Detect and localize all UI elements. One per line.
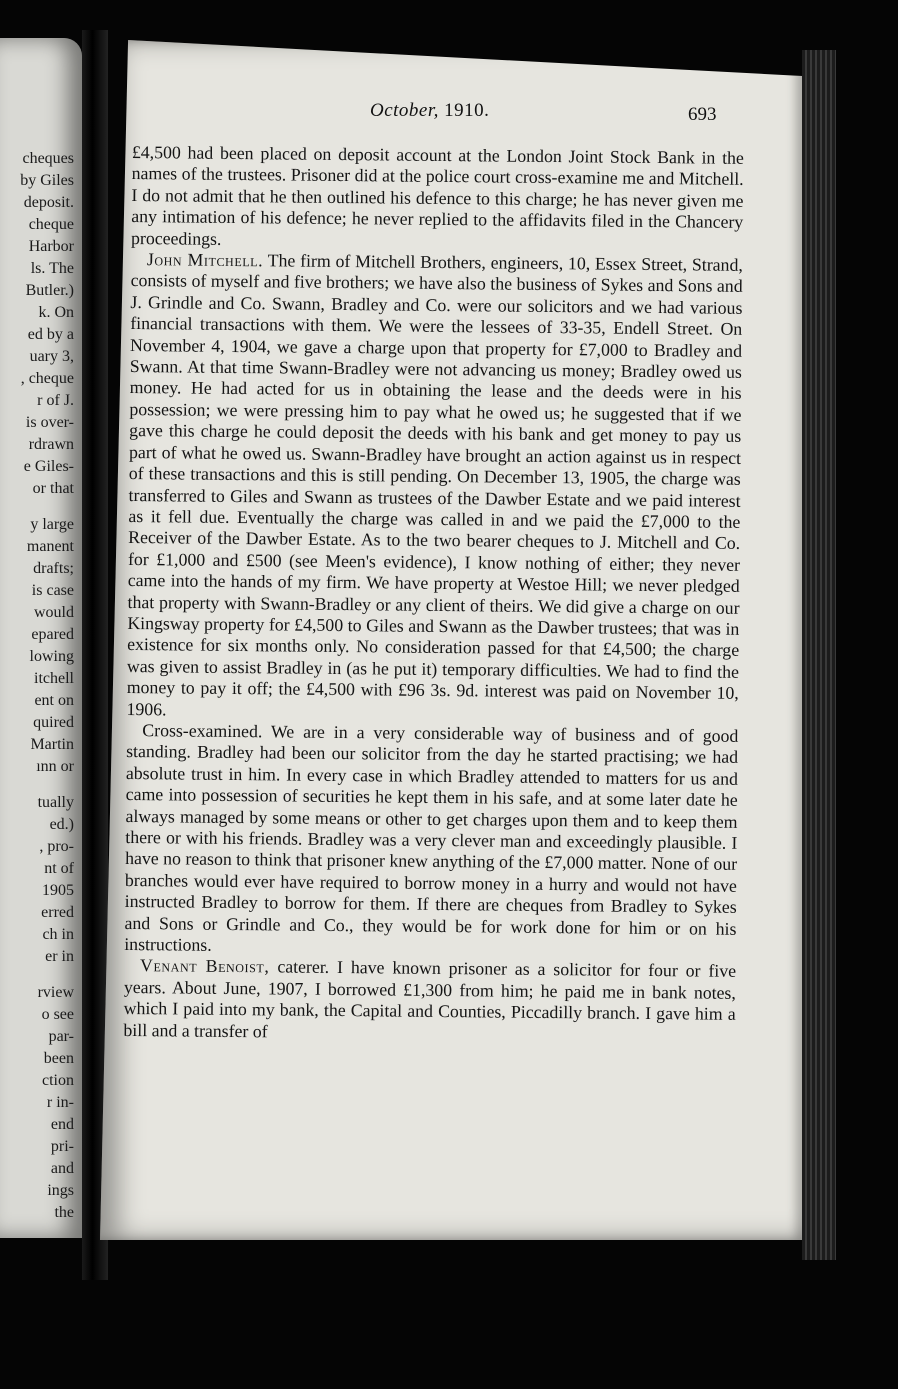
facing-page-line: r in- — [46, 1094, 74, 1111]
facing-page-line: deposit. — [23, 194, 74, 211]
facing-page-line: 1905 — [42, 882, 74, 899]
page-edges — [802, 50, 836, 1260]
facing-page-line: been — [43, 1050, 74, 1067]
facing-page-line: Butler.) — [25, 282, 74, 299]
paragraph-venant-benoist — [123, 955, 736, 1046]
facing-page-line: e Giles- — [23, 458, 74, 475]
page-number: 693 — [688, 104, 717, 125]
facing-page-line: ction — [42, 1072, 74, 1089]
facing-page-line: par- — [48, 1028, 74, 1045]
facing-page-line: o see — [41, 1006, 74, 1023]
facing-page-line: uary 3, — [29, 348, 74, 365]
facing-page-line: rdrawn — [28, 436, 74, 453]
facing-page-line: is case — [31, 582, 74, 599]
facing-page-line: rview — [37, 984, 74, 1001]
facing-page-line: Martin — [30, 736, 74, 753]
facing-page-line: ed.) — [49, 816, 74, 833]
witness-name: John Mitchell. — [146, 249, 264, 271]
witness-name: Venant Benoist, — [139, 955, 270, 977]
facing-page-line: epared — [31, 626, 74, 643]
running-head — [370, 100, 489, 122]
facing-page-line: tually — [37, 794, 74, 811]
running-head-month: October, — [370, 100, 439, 121]
paragraph-john-mitchell — [126, 249, 742, 726]
facing-page-line: , cheque — [20, 370, 74, 387]
facing-page-line: is over- — [25, 414, 74, 431]
facing-page-line: itchell — [34, 670, 74, 687]
paragraph-continued: £4,500 had been placed on deposit account at the London Joint Stock Bank in the names of the trustees. Prisoner did at the police court cross-examine me and Mitchell. I do not admit that he then outlined his defence to this charge; he has never given me any intimation of his defence; he never replied to the affidavits filed in the Chancery proceedings. — [130, 142, 744, 249]
facing-page-line: ed by a — [27, 326, 74, 343]
facing-page-line: ch in — [42, 926, 74, 943]
facing-page-line: quired — [33, 714, 74, 731]
facing-page-line: lowing — [29, 648, 74, 665]
facing-page-line: er in — [45, 948, 74, 965]
facing-page-line: ent on — [34, 692, 74, 709]
testimony-text: caterer. I have known prisoner as a solicitor for four or five years. About June, 1907, I borrowed £1,300 from him; he paid me in bank notes, which I paid into my bank, the Capital and Counties, Piccadilly branch. I gave him a bill and a transfer of — [123, 956, 737, 1041]
facing-page-line: , pro- — [39, 838, 74, 855]
facing-page-line: r of J. — [37, 392, 74, 409]
facing-page-line: ınn or — [36, 758, 74, 775]
facing-page-line: and — [50, 1160, 74, 1177]
facing-page-line: Harbor — [28, 238, 74, 255]
facing-page-line: the — [54, 1204, 74, 1221]
facing-page-line: ls. The — [30, 260, 74, 277]
facing-page-line: or that — [32, 480, 74, 497]
paragraph-cross-examined: Cross-examined. We are in a very considerable way of business and of good standing. Bradley had been our solicitor from the day he started practising; we had absolute trust in him. In every case in which Bradley attended to matters for us and came into possession of securities he kept them in his safe, and at some later date he always managed by some means or other to get charges upon them and to keep them there or with his friends. Bradley was a very clever man and exceedingly plausible. I have no reason to think that prisoner knew anything of the £7,000 matter. None of our branches would ever have required to borrow money in a hurry and would not have instructed Bradley to borrow for them. If there are cheques from Bradley to Sykes and Sons or Grindle and Co., they would be for work done for him or on his instructions. — [124, 720, 739, 955]
facing-page-line: nt of — [44, 860, 74, 877]
facing-page-margin — [0, 38, 82, 1238]
facing-page-line: end — [50, 1116, 74, 1133]
facing-page-line: cheque — [28, 216, 74, 233]
facing-page-line: would — [34, 604, 74, 621]
facing-page-line: k. On — [38, 304, 74, 321]
testimony-text: The firm of Mitchell Brothers, engineers, 10, Essex Street, Strand, consists of myself and five brothers; we have also the business of Sykes and Sons and J. Grindle and Co. Swann, Bradley and Co. were our solicitors and we had various financial transactions with them. We were the lessees of 33-35, Endell Street. On November 4, 1904, we gave a charge upon that property for £7,000 to Bradley and Swann. At that time Swann-Bradley were not advancing us money; Bradley owed us money. He had acted for us in obtaining the lease and the deeds were in his possession; we were pressing him to pay what he owed us; he suggested that if we gave this charge he could deposit the deeds with his bank and get money to pay us part of what he owed us. Swann-Bradley have brought an action against us in respect of these transactions and this is still pending. On December 13, 1905, the charge was transferred to Giles and Swann as trustees of the Dawber Estate and we paid interest as it fell due. Eventually the charge was called in and we paid the £7,000 to the Receiver of the Dawber Estate. As to the two bearer cheques to J. Mitchell and Co. for £1,000 and £500 (see Meen's evidence), I know nothing of either; they never came into the hands of my firm. We have property at Westoe Hill; we never pledged that property with Swann-Bradley or any client of theirs. We did give a charge on our Kingsway property for £4,500 to Giles and Swann as the Dawber trustees; that was in existence for six months only. No consideration passed for that £4,500; the charge was given to assist Bradley in (as he put it) temporary difficulties. We had to find the money to pay it off; the £4,500 with £96 3s. 9d. interest was paid on November 10, 1906. — [126, 250, 743, 719]
facing-page-line: drafts; — [33, 560, 74, 577]
facing-page-line: y large — [30, 516, 74, 533]
facing-page-line: pri- — [50, 1138, 74, 1155]
facing-page-line: erred — [41, 904, 74, 921]
facing-page-line: cheques — [22, 150, 74, 167]
facing-page-line: by Giles — [20, 172, 74, 189]
facing-page-line: ings — [47, 1182, 74, 1199]
page-body-text — [123, 142, 744, 1047]
running-head-year: 1910. — [444, 100, 490, 121]
facing-page-line: manent — [26, 538, 74, 555]
